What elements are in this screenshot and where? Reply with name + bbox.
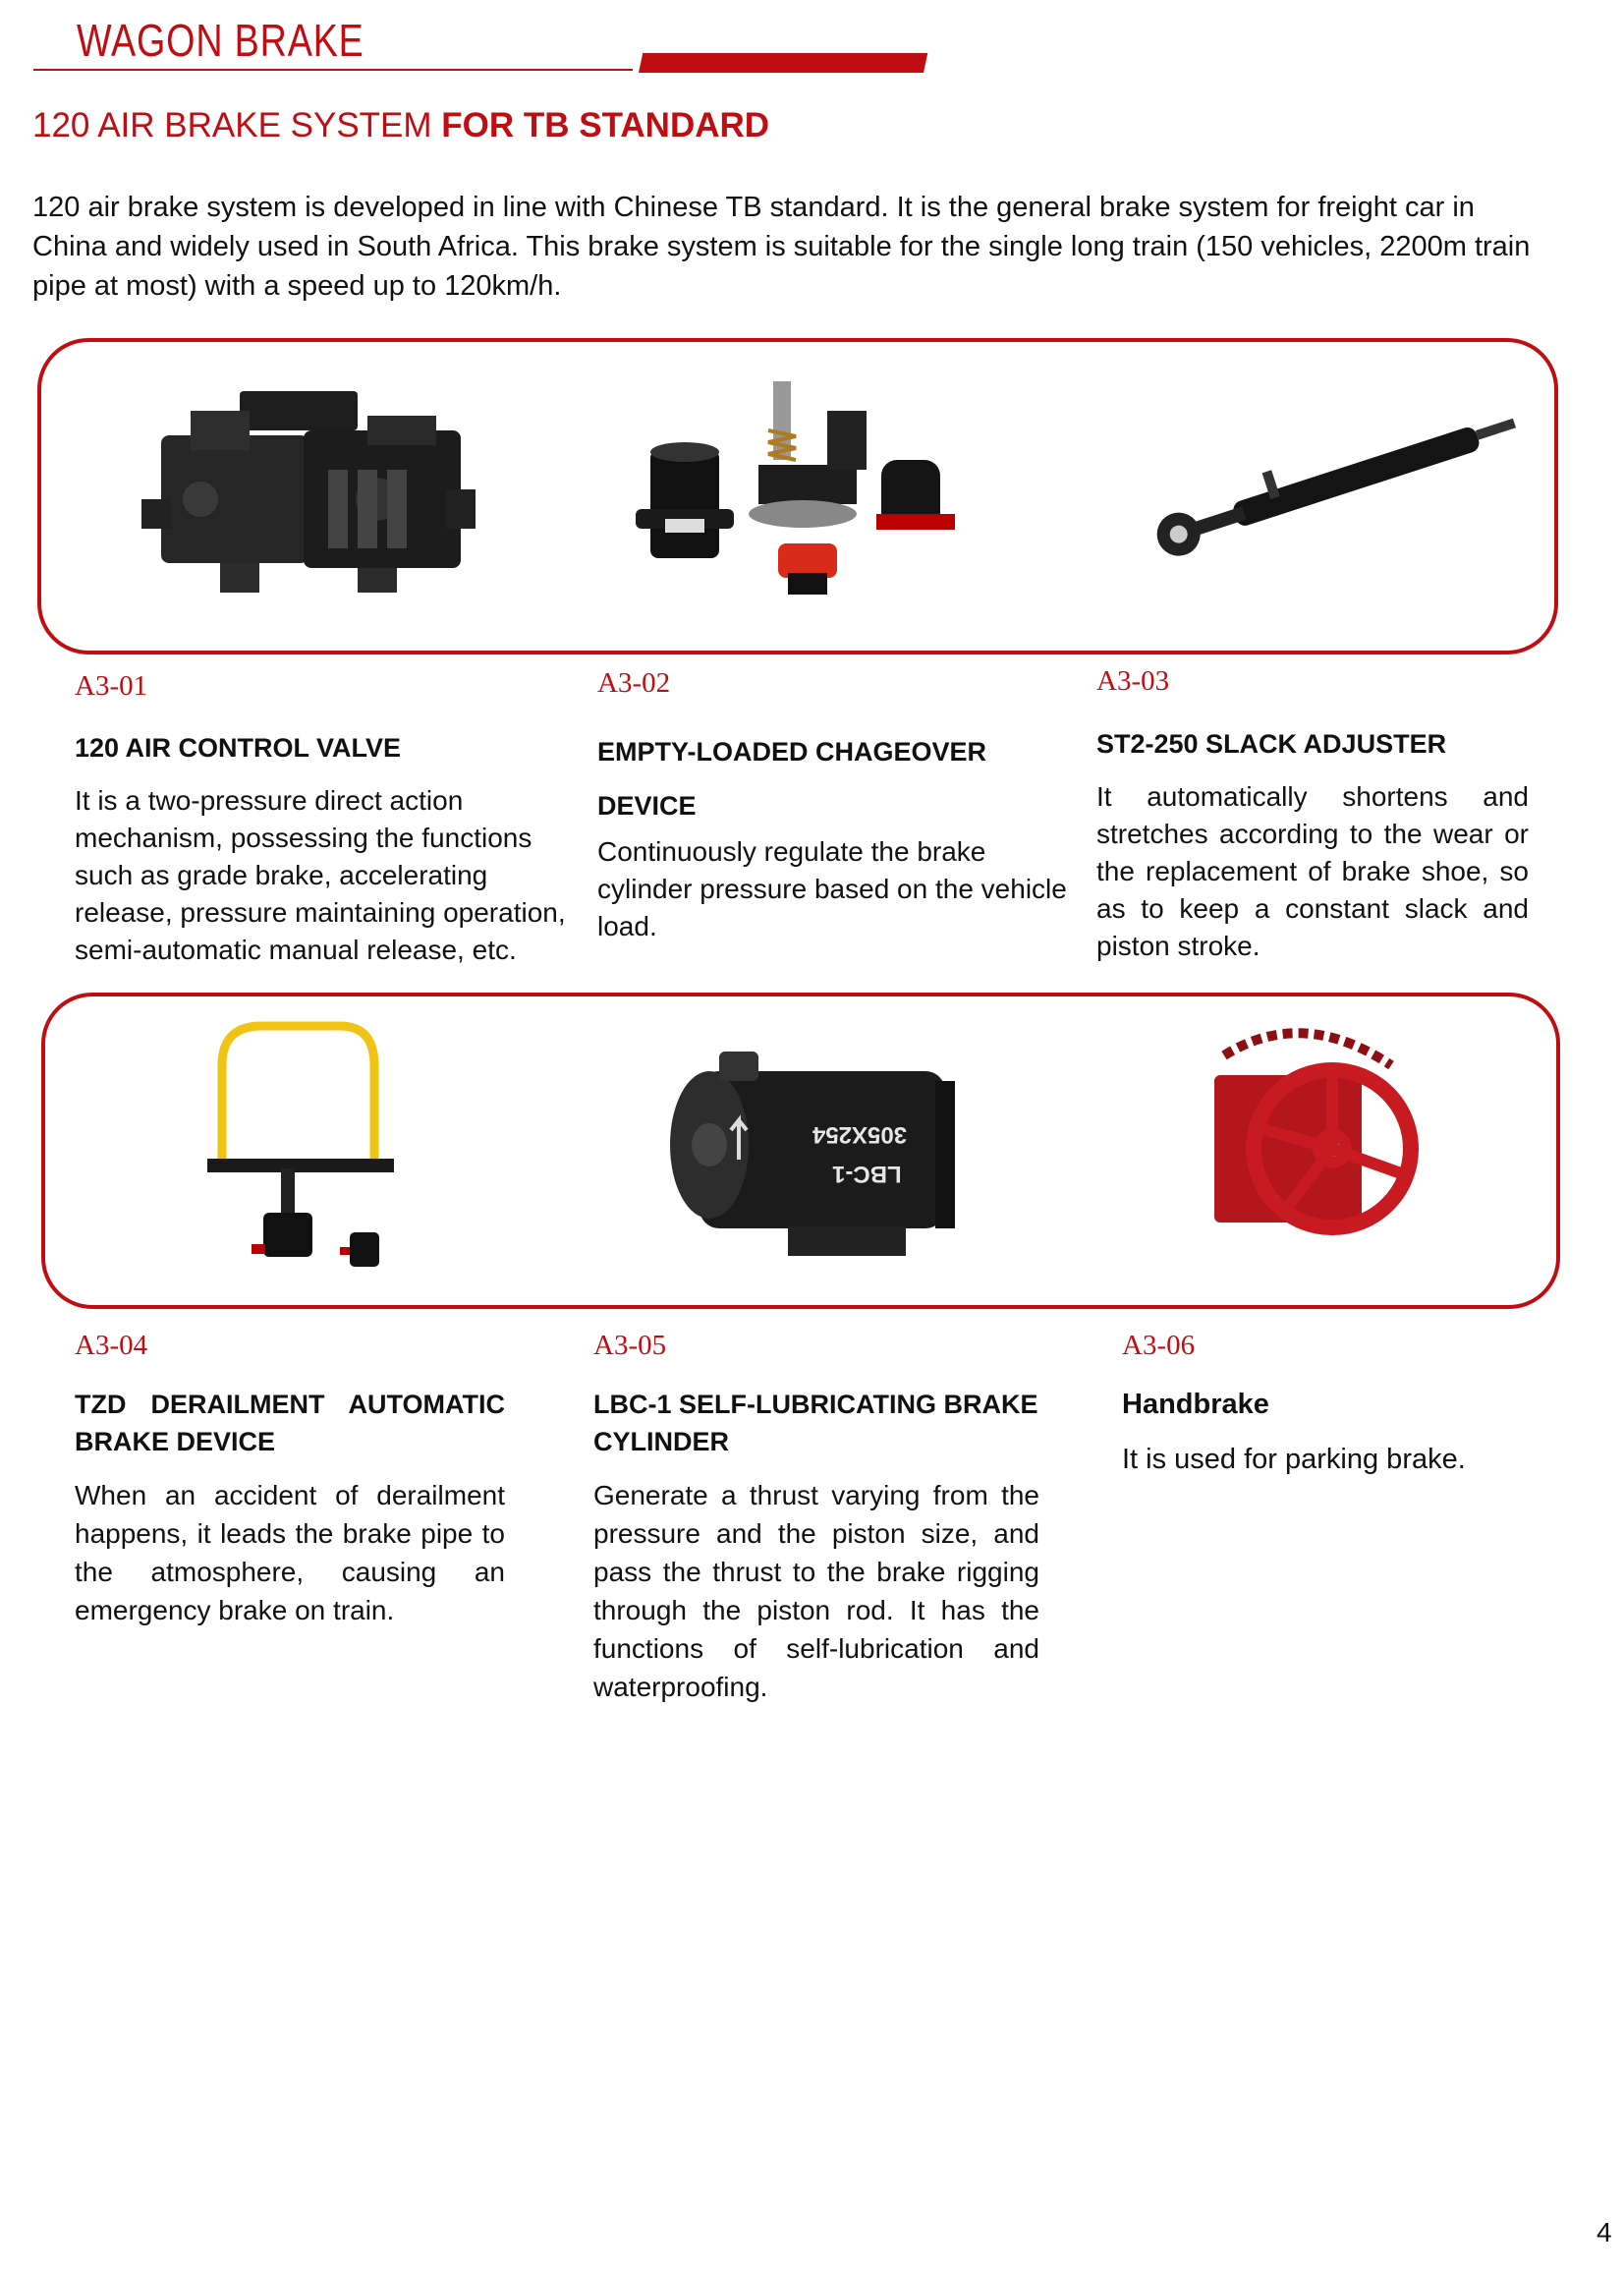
section-title-normal: 120 AIR BRAKE SYSTEM <box>32 106 442 144</box>
brake-cylinder-image <box>641 1012 988 1297</box>
item-description: It is a two-pressure direct action mechanism, possessing the functions such as grade brake, accelerating release, pressure maintaining operation, semi-automatic manual release, etc. <box>75 785 566 965</box>
item-description: It is used for parking brake. <box>1122 1444 1466 1475</box>
item-code: A3-05 <box>593 1330 667 1361</box>
item-description: Continuously regulate the brake cylinder pressure based on the vehicle load. <box>597 836 1067 941</box>
air-control-valve-image <box>132 381 485 607</box>
item-description: When an accident of derailment happens, it leads the brake pipe to the atmosphere, causing an emergency brake on train. <box>75 1480 505 1625</box>
section-title-bold: FOR TB STANDARD <box>441 106 770 144</box>
page-number: 4 <box>1596 2217 1612 2247</box>
item-title: Handbrake <box>1122 1389 1269 1420</box>
intro-paragraph: 120 air brake system is developed in line with Chinese TB standard. It is the general brake system for freight car in China and widely used in South Africa. This brake system is suitable for the single long train (150 vehicles, 2200m train pipe at most) with a speed up to 120km/h. <box>32 192 1531 302</box>
item-code: A3-01 <box>75 670 148 702</box>
item-code: A3-03 <box>1096 665 1170 697</box>
handbrake-image <box>1204 1016 1421 1262</box>
empty-loaded-device-image <box>631 371 1043 617</box>
product-image-panel-1 <box>37 338 1558 654</box>
slack-adjuster-image <box>1142 411 1535 558</box>
item-description: It automatically shortens and stretches according to the wear or the replacement of brake shoe, so as to keep a constant slack and piston stroke. <box>1096 781 1529 961</box>
item-code: A3-06 <box>1122 1330 1196 1361</box>
item-code: A3-02 <box>597 667 671 699</box>
product-image-panel-2 <box>41 993 1560 1309</box>
item-title: TZD DERAILMENT AUTOMATIC BRAKE DEVICE <box>75 1390 505 1456</box>
item-title: LBC-1 SELF-LUBRICATING BRAKE CYLINDER <box>593 1390 1038 1456</box>
cylinder-model-label: LBC-1 <box>832 1161 902 1187</box>
header-rule <box>33 69 633 71</box>
header-accent-bar <box>639 53 927 73</box>
page-header-title: WAGON BRAKE <box>77 15 364 66</box>
item-title: EMPTY-LOADED CHAGEOVER DEVICE <box>597 737 987 821</box>
section-title <box>32 106 769 145</box>
item-description: Generate a thrust varying from the pressure and the piston size, and pass the thrust to the brake rigging through the piston rod. It has the functions of self-lubrication and waterproofing. <box>593 1480 1039 1702</box>
cylinder-size-label: 305X254 <box>812 1121 908 1148</box>
item-code: A3-04 <box>75 1330 148 1361</box>
item-title: ST2-250 SLACK ADJUSTER <box>1096 729 1447 759</box>
derailment-device-image <box>202 1016 438 1281</box>
item-title: 120 AIR CONTROL VALVE <box>75 733 402 763</box>
